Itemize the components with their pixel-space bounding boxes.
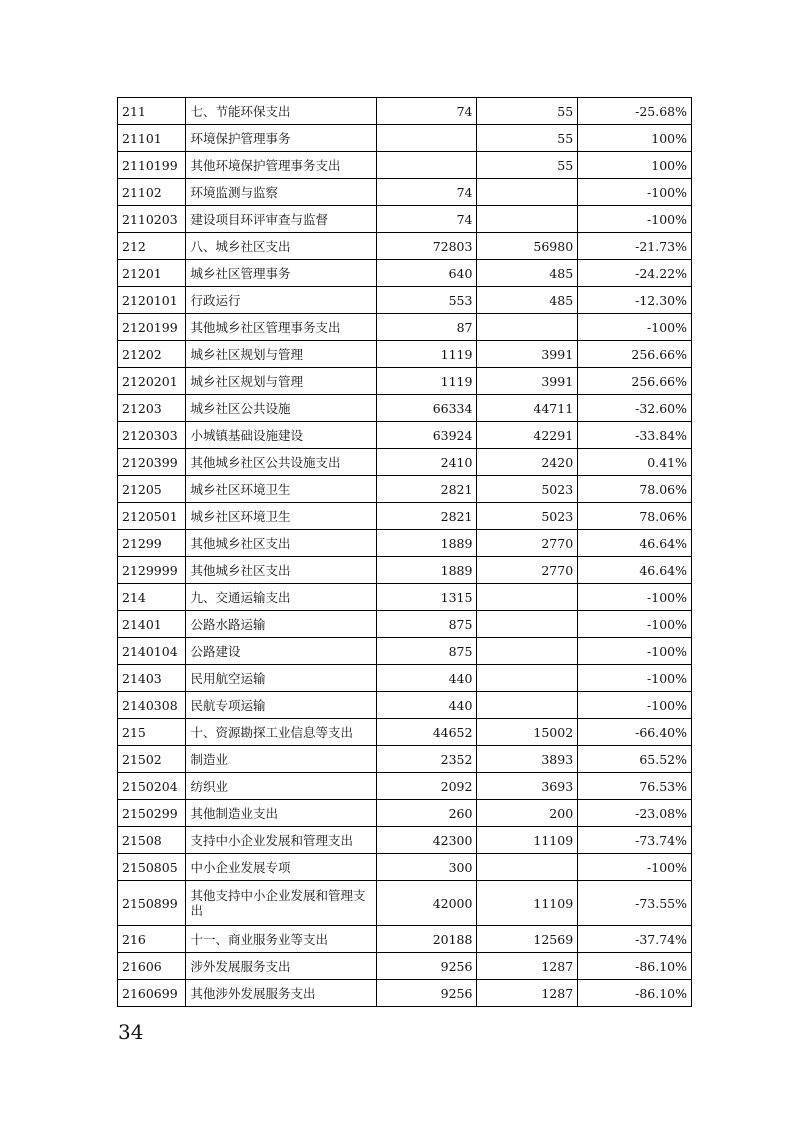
cell-value-1 [376, 152, 477, 179]
table-row [118, 665, 692, 692]
cell-code: 212 [118, 233, 186, 260]
cell-change-percent: 78.06% [578, 476, 692, 503]
cell-code: 2120199 [118, 314, 186, 341]
cell-name: 城乡社区管理事务 [186, 260, 376, 287]
table-row [118, 476, 692, 503]
cell-change-percent: 0.41% [578, 449, 692, 476]
cell-name: 其他城乡社区公共设施支出 [186, 449, 376, 476]
cell-code: 21508 [118, 827, 186, 854]
table-row [118, 260, 692, 287]
table-row [118, 368, 692, 395]
table-row [118, 638, 692, 665]
cell-value-1: 9256 [376, 953, 477, 980]
cell-value-1: 44652 [376, 719, 477, 746]
cell-change-percent: -23.08% [578, 800, 692, 827]
cell-name: 纺织业 [186, 773, 376, 800]
cell-name: 城乡社区公共设施 [186, 395, 376, 422]
cell-name: 民用航空运输 [186, 665, 376, 692]
cell-change-percent: -100% [578, 314, 692, 341]
cell-name: 七、节能环保支出 [186, 98, 376, 125]
cell-value-2: 55 [477, 98, 578, 125]
cell-value-2 [477, 179, 578, 206]
cell-code: 2120399 [118, 449, 186, 476]
cell-value-2: 485 [477, 287, 578, 314]
cell-value-1: 9256 [376, 980, 477, 1007]
cell-change-percent: 256.66% [578, 341, 692, 368]
cell-change-percent: -73.74% [578, 827, 692, 854]
cell-value-1: 66334 [376, 395, 477, 422]
cell-value-1: 640 [376, 260, 477, 287]
cell-change-percent: -25.68% [578, 98, 692, 125]
cell-value-1: 875 [376, 638, 477, 665]
cell-value-1: 42000 [376, 881, 477, 926]
cell-value-1: 74 [376, 98, 477, 125]
table-row [118, 422, 692, 449]
cell-value-1 [376, 125, 477, 152]
table-row [118, 692, 692, 719]
table-row [118, 503, 692, 530]
cell-value-2 [477, 584, 578, 611]
cell-value-1: 1119 [376, 368, 477, 395]
cell-value-1: 1119 [376, 341, 477, 368]
cell-value-2: 200 [477, 800, 578, 827]
cell-change-percent: -21.73% [578, 233, 692, 260]
cell-value-2: 3991 [477, 341, 578, 368]
cell-value-2: 2770 [477, 557, 578, 584]
cell-value-1: 72803 [376, 233, 477, 260]
table-row [118, 854, 692, 881]
cell-value-1: 2352 [376, 746, 477, 773]
cell-code: 21401 [118, 611, 186, 638]
cell-value-1: 260 [376, 800, 477, 827]
table-row [118, 773, 692, 800]
cell-code: 214 [118, 584, 186, 611]
table-row [118, 125, 692, 152]
cell-change-percent: -100% [578, 179, 692, 206]
cell-value-2: 55 [477, 152, 578, 179]
cell-value-1: 42300 [376, 827, 477, 854]
cell-value-2: 42291 [477, 422, 578, 449]
cell-change-percent: -100% [578, 854, 692, 881]
cell-value-2: 5023 [477, 503, 578, 530]
page-number: 34 [118, 1020, 144, 1044]
cell-value-1: 87 [376, 314, 477, 341]
cell-value-1: 20188 [376, 926, 477, 953]
cell-name: 城乡社区环境卫生 [186, 476, 376, 503]
cell-name: 其他城乡社区支出 [186, 557, 376, 584]
cell-value-2: 11109 [477, 881, 578, 926]
cell-value-2: 12569 [477, 926, 578, 953]
cell-name: 其他环境保护管理事务支出 [186, 152, 376, 179]
cell-value-2 [477, 314, 578, 341]
cell-change-percent: -100% [578, 638, 692, 665]
cell-value-1: 875 [376, 611, 477, 638]
cell-name: 十一、商业服务业等支出 [186, 926, 376, 953]
cell-change-percent: -100% [578, 206, 692, 233]
cell-code: 21201 [118, 260, 186, 287]
cell-code: 211 [118, 98, 186, 125]
cell-code: 2150899 [118, 881, 186, 926]
cell-value-2: 11109 [477, 827, 578, 854]
cell-value-2: 5023 [477, 476, 578, 503]
cell-code: 2160699 [118, 980, 186, 1007]
table-row [118, 746, 692, 773]
cell-code: 2110199 [118, 152, 186, 179]
cell-value-2: 1287 [477, 953, 578, 980]
table-row [118, 152, 692, 179]
cell-value-2 [477, 665, 578, 692]
table-row [118, 206, 692, 233]
cell-name: 涉外发展服务支出 [186, 953, 376, 980]
cell-name: 支持中小企业发展和管理支出 [186, 827, 376, 854]
cell-code: 21606 [118, 953, 186, 980]
cell-value-2: 1287 [477, 980, 578, 1007]
cell-name: 十、资源勘探工业信息等支出 [186, 719, 376, 746]
cell-value-2: 2420 [477, 449, 578, 476]
cell-change-percent: -86.10% [578, 953, 692, 980]
cell-name: 民航专项运输 [186, 692, 376, 719]
cell-value-2: 15002 [477, 719, 578, 746]
cell-code: 2120501 [118, 503, 186, 530]
budget-table [117, 97, 692, 1007]
table-row [118, 980, 692, 1007]
cell-name: 其他城乡社区管理事务支出 [186, 314, 376, 341]
cell-value-1: 2821 [376, 503, 477, 530]
cell-name: 制造业 [186, 746, 376, 773]
cell-change-percent: -100% [578, 611, 692, 638]
budget-table-body [118, 98, 692, 1007]
cell-value-1: 440 [376, 665, 477, 692]
cell-name: 其他支持中小企业发展和管理支出 [186, 881, 376, 926]
cell-value-1: 2821 [376, 476, 477, 503]
cell-name: 城乡社区规划与管理 [186, 368, 376, 395]
cell-change-percent: 46.64% [578, 530, 692, 557]
cell-code: 2150204 [118, 773, 186, 800]
table-row [118, 611, 692, 638]
cell-code: 2110203 [118, 206, 186, 233]
cell-code: 2120201 [118, 368, 186, 395]
cell-change-percent: 100% [578, 125, 692, 152]
cell-code: 21502 [118, 746, 186, 773]
table-row [118, 926, 692, 953]
cell-value-1: 1889 [376, 530, 477, 557]
cell-value-1: 1889 [376, 557, 477, 584]
cell-value-2: 3893 [477, 746, 578, 773]
table-row [118, 953, 692, 980]
table-row [118, 98, 692, 125]
cell-change-percent: -100% [578, 665, 692, 692]
table-row [118, 827, 692, 854]
cell-change-percent: 256.66% [578, 368, 692, 395]
cell-code: 2129999 [118, 557, 186, 584]
cell-code: 2150805 [118, 854, 186, 881]
cell-name: 环境保护管理事务 [186, 125, 376, 152]
cell-code: 21203 [118, 395, 186, 422]
table-row [118, 287, 692, 314]
cell-value-2: 3991 [477, 368, 578, 395]
cell-code: 21101 [118, 125, 186, 152]
cell-name: 中小企业发展专项 [186, 854, 376, 881]
cell-value-1: 74 [376, 179, 477, 206]
table-row [118, 449, 692, 476]
table-row [118, 800, 692, 827]
cell-value-2: 2770 [477, 530, 578, 557]
cell-code: 21202 [118, 341, 186, 368]
cell-name: 公路水路运输 [186, 611, 376, 638]
cell-name: 城乡社区规划与管理 [186, 341, 376, 368]
cell-change-percent: -24.22% [578, 260, 692, 287]
cell-value-1: 1315 [376, 584, 477, 611]
cell-value-2: 56980 [477, 233, 578, 260]
cell-value-1: 74 [376, 206, 477, 233]
cell-value-2 [477, 638, 578, 665]
cell-code: 2120101 [118, 287, 186, 314]
cell-value-2: 3693 [477, 773, 578, 800]
cell-value-1: 553 [376, 287, 477, 314]
cell-name: 其他制造业支出 [186, 800, 376, 827]
cell-code: 2120303 [118, 422, 186, 449]
table-row [118, 881, 692, 926]
cell-change-percent: -12.30% [578, 287, 692, 314]
cell-code: 21205 [118, 476, 186, 503]
cell-change-percent: -32.60% [578, 395, 692, 422]
cell-change-percent: 78.06% [578, 503, 692, 530]
cell-name: 环境监测与监察 [186, 179, 376, 206]
cell-name: 其他城乡社区支出 [186, 530, 376, 557]
table-row [118, 233, 692, 260]
cell-value-2: 55 [477, 125, 578, 152]
cell-value-2: 485 [477, 260, 578, 287]
cell-change-percent: 65.52% [578, 746, 692, 773]
table-row [118, 584, 692, 611]
cell-change-percent: 76.53% [578, 773, 692, 800]
cell-change-percent: -73.55% [578, 881, 692, 926]
cell-value-1: 63924 [376, 422, 477, 449]
cell-value-1: 300 [376, 854, 477, 881]
cell-name: 城乡社区环境卫生 [186, 503, 376, 530]
cell-name: 九、交通运输支出 [186, 584, 376, 611]
cell-name: 其他涉外发展服务支出 [186, 980, 376, 1007]
cell-change-percent: -100% [578, 692, 692, 719]
cell-change-percent: 46.64% [578, 557, 692, 584]
cell-change-percent: 100% [578, 152, 692, 179]
table-row [118, 557, 692, 584]
cell-change-percent: -33.84% [578, 422, 692, 449]
table-row [118, 530, 692, 557]
cell-name: 公路建设 [186, 638, 376, 665]
table-row [118, 719, 692, 746]
cell-name: 八、城乡社区支出 [186, 233, 376, 260]
cell-value-1: 440 [376, 692, 477, 719]
cell-change-percent: -100% [578, 584, 692, 611]
cell-change-percent: -66.40% [578, 719, 692, 746]
cell-value-2 [477, 854, 578, 881]
table-row [118, 341, 692, 368]
cell-name: 建设项目环评审查与监督 [186, 206, 376, 233]
cell-value-1: 2410 [376, 449, 477, 476]
cell-code: 21299 [118, 530, 186, 557]
cell-value-2 [477, 206, 578, 233]
cell-value-2 [477, 611, 578, 638]
table-row [118, 314, 692, 341]
table-row [118, 179, 692, 206]
cell-code: 21102 [118, 179, 186, 206]
cell-value-2 [477, 692, 578, 719]
cell-name: 小城镇基础设施建设 [186, 422, 376, 449]
cell-value-2: 44711 [477, 395, 578, 422]
cell-code: 216 [118, 926, 186, 953]
cell-code: 2140308 [118, 692, 186, 719]
cell-name: 行政运行 [186, 287, 376, 314]
table-row [118, 395, 692, 422]
cell-code: 2140104 [118, 638, 186, 665]
cell-change-percent: -86.10% [578, 980, 692, 1007]
cell-code: 21403 [118, 665, 186, 692]
cell-change-percent: -37.74% [578, 926, 692, 953]
cell-code: 2150299 [118, 800, 186, 827]
cell-code: 215 [118, 719, 186, 746]
cell-value-1: 2092 [376, 773, 477, 800]
